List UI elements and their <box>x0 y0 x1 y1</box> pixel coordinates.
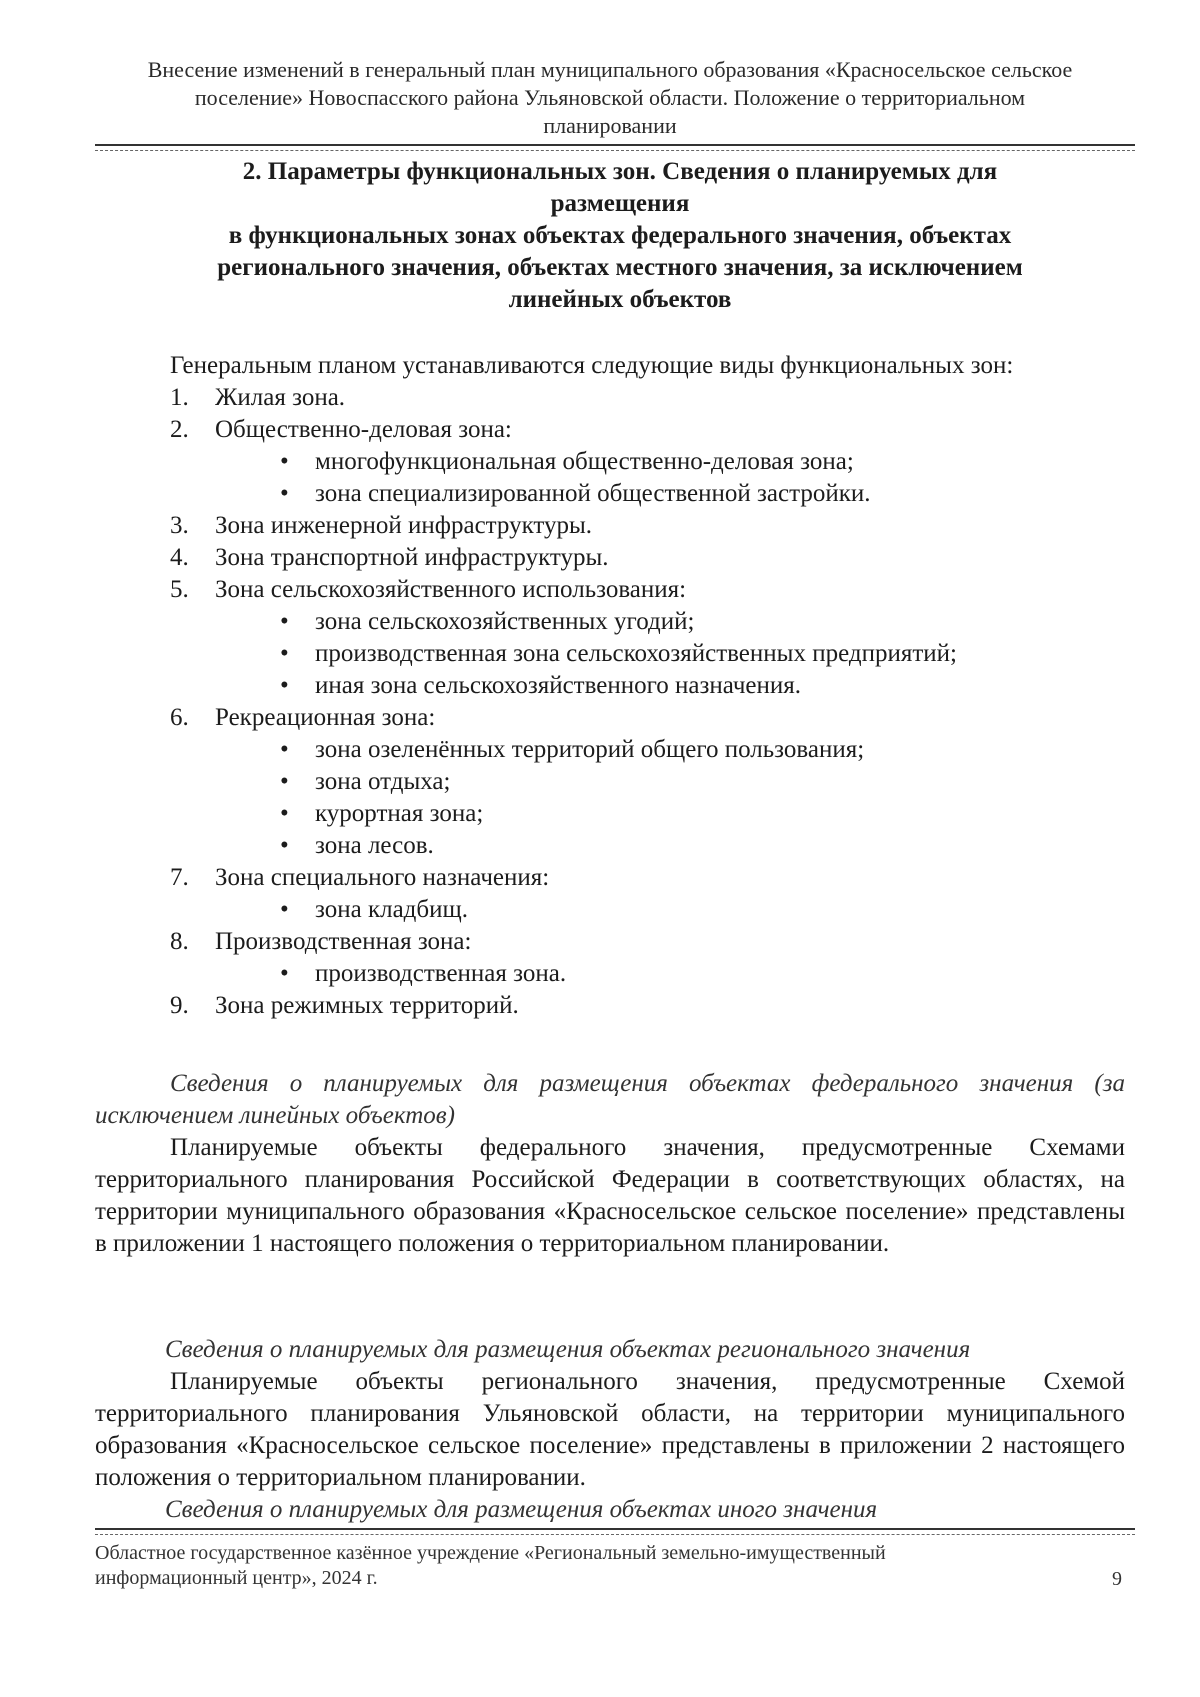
zone-item <box>160 382 1120 414</box>
zone-label: Рекреационная зона: <box>215 704 436 731</box>
zone-item <box>160 510 1120 542</box>
zone-number: 5. <box>170 576 189 603</box>
zone-sublist-wrap <box>160 606 1120 702</box>
zone-subitem: • зона сельскохозяйственных угодий; <box>160 606 1120 638</box>
zone-number: 7. <box>170 864 189 891</box>
zone-label: Производственная зона: <box>215 928 472 955</box>
federal-paragraph: Планируемые объекты федерального значения, предусмотренные Схемами территориального планирования Российской Федерации в соответствующих областях, на территории муниципального образования «Красносельское сельское поселение» представлены в приложении 1 настоящего положения о территориальном планировании. <box>95 1134 1125 1257</box>
zone-item <box>160 702 1120 734</box>
zone-label: Жилая зона. <box>215 384 346 411</box>
other-heading: Сведения о планируемых для размещения объектах иного значения <box>165 1496 878 1523</box>
zone-sublist <box>160 894 1120 926</box>
footer-line: информационный центр», 2024 г. <box>95 1567 378 1589</box>
zone-subitem: • многофункциональная общественно-деловая зона; <box>160 446 1120 478</box>
zone-label: Зона сельскохозяйственного использования: <box>215 576 687 603</box>
zone-number: 3. <box>170 512 189 539</box>
zone-sublist <box>160 446 1120 510</box>
section-title-line: 2. Параметры функциональных зон. Сведения о планируемых для <box>242 158 998 185</box>
zones-intro: Генеральным планом устанавливаются следующие виды функциональных зон: <box>170 352 1014 379</box>
document-header <box>100 56 1120 140</box>
zone-label: Зона инженерной инфраструктуры. <box>215 512 593 539</box>
zone-subitem: • производственная зона. <box>160 958 1120 990</box>
zone-subitem: • зона кладбищ. <box>160 894 1120 926</box>
header-line: Внесение изменений в генеральный план муниципального образования «Красносельское сельское <box>147 57 1073 82</box>
zone-number: 6. <box>170 704 189 731</box>
zone-number: 8. <box>170 928 189 955</box>
zone-label: Зона транспортной инфраструктуры. <box>215 544 609 571</box>
footer-line: Областное государственное казённое учреждение «Региональный земельно-имущественный <box>95 1542 886 1564</box>
header-divider <box>95 144 1135 151</box>
zone-item <box>160 542 1120 574</box>
page-number: 9 <box>1112 1568 1122 1590</box>
section-title-line: в функциональных зонах объектах федерального значения, объектах <box>228 222 1012 249</box>
zone-subitem: • курортная зона; <box>160 798 1120 830</box>
zone-number: 1. <box>170 384 189 411</box>
zone-sublist-wrap <box>160 734 1120 862</box>
section-title <box>160 156 1080 316</box>
zone-subitem: • производственная зона сельскохозяйственных предприятий; <box>160 638 1120 670</box>
footer-divider <box>95 1528 1135 1535</box>
zone-sublist <box>160 734 1120 862</box>
zone-number: 2. <box>170 416 189 443</box>
zone-subitem: • зона специализированной общественной застройки. <box>160 478 1120 510</box>
section-title-line: регионального значения, объектах местного значения, за исключением <box>217 254 1023 281</box>
zone-item <box>160 990 1120 1022</box>
zones-list <box>160 382 1120 1022</box>
regional-heading: Сведения о планируемых для размещения объектах регионального значения <box>165 1336 971 1363</box>
zone-subitem: • иная зона сельскохозяйственного назначения. <box>160 670 1120 702</box>
zone-item <box>160 574 1120 606</box>
zone-sublist-wrap <box>160 958 1120 990</box>
zone-sublist <box>160 958 1120 990</box>
document-footer <box>95 1541 1055 1591</box>
zone-sublist-wrap <box>160 894 1120 926</box>
regional-paragraph: Планируемые объекты регионального значения, предусмотренные Схемой территориального планирования Ульяновской области, на территории муниципального образования «Красносельское сельское поселение» представлены в приложении 2 настоящего положения о территориальном планировании. <box>95 1368 1125 1491</box>
zone-label: Зона режимных территорий. <box>215 992 519 1019</box>
zone-number: 9. <box>170 992 189 1019</box>
zone-item <box>160 414 1120 446</box>
zone-sublist <box>160 606 1120 702</box>
zone-label: Общественно-деловая зона: <box>215 416 512 443</box>
zone-subitem: • зона отдыха; <box>160 766 1120 798</box>
zone-subitem: • зона озеленённых территорий общего пользования; <box>160 734 1120 766</box>
zone-item <box>160 862 1120 894</box>
zone-number: 4. <box>170 544 189 571</box>
header-line: поселение» Новоспасского района Ульяновской области. Положение о территориальном <box>194 85 1026 110</box>
section-title-line: линейных объектов <box>508 286 732 313</box>
header-line: планировании <box>543 113 677 138</box>
section-title-line: размещения <box>550 190 690 217</box>
federal-heading: Сведения о планируемых для размещения объектах федерального значения (за исключением линейных объектов) <box>95 1070 1125 1129</box>
zone-subitem: • зона лесов. <box>160 830 1120 862</box>
zone-sublist-wrap <box>160 446 1120 510</box>
zone-item <box>160 926 1120 958</box>
zone-label: Зона специального назначения: <box>215 864 550 891</box>
